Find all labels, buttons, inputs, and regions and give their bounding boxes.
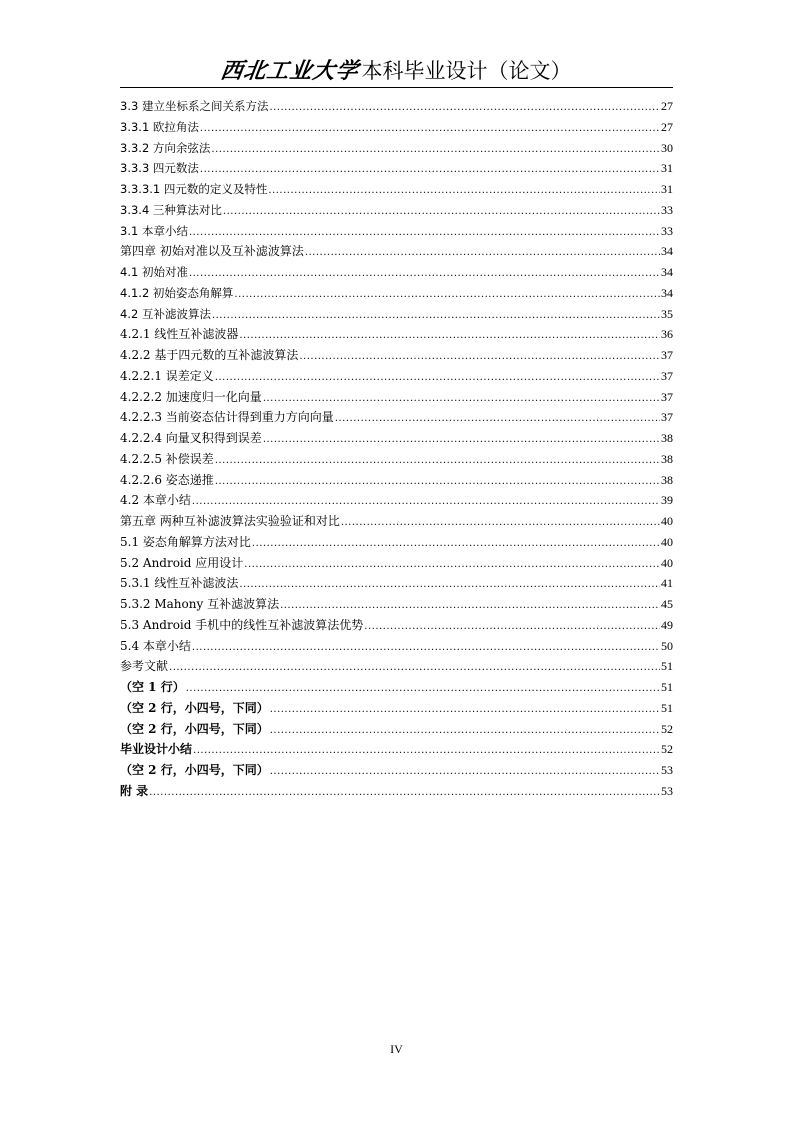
toc-entry[interactable] <box>120 781 673 802</box>
toc-entry[interactable] <box>120 698 673 719</box>
dot-leader <box>169 658 660 677</box>
toc-entry[interactable] <box>120 304 673 325</box>
toc-entry[interactable] <box>120 241 673 262</box>
toc-entry[interactable] <box>120 345 673 366</box>
toc-entry-page: 51 <box>661 680 673 694</box>
toc-entry-page: 34 <box>661 285 673 300</box>
toc-entry[interactable] <box>120 553 673 574</box>
dot-leader <box>239 575 660 594</box>
dot-leader <box>239 326 660 345</box>
toc-entry-label: 毕业设计小结 <box>120 742 193 757</box>
toc-entry-page: 52 <box>661 721 673 736</box>
dot-leader <box>244 555 660 574</box>
dot-leader <box>335 409 660 428</box>
toc-entry[interactable] <box>120 615 673 636</box>
dot-leader <box>215 451 660 470</box>
toc-entry-page: 38 <box>661 451 673 466</box>
toc-entry[interactable] <box>120 407 673 428</box>
toc-entry[interactable] <box>120 532 673 553</box>
toc-entry-page: 41 <box>661 576 673 591</box>
dot-leader <box>270 700 660 719</box>
toc-entry-label: 3.3.2 方向余弦法 <box>120 140 211 155</box>
toc-entry-label: 3.3.1 欧拉角法 <box>120 119 199 134</box>
dot-leader <box>215 368 660 387</box>
toc-entry-label: 4.2.2.6 姿态递推 <box>120 472 214 487</box>
toc-entry[interactable] <box>120 760 673 781</box>
toc-entry-label: 第五章 两种互补滤波算法实验验证和对比 <box>120 514 340 528</box>
dot-leader <box>263 389 660 408</box>
toc-entry-page: 40 <box>661 534 673 549</box>
toc-entry-label: 4.2 本章小结 <box>120 493 191 508</box>
toc-entry[interactable] <box>120 449 673 470</box>
toc-entry-page: 38 <box>661 472 673 487</box>
dot-leader <box>200 119 660 138</box>
toc-entry-page: 33 <box>661 223 673 238</box>
toc-entry-page: 50 <box>661 638 673 653</box>
page-number: IV <box>390 1042 403 1056</box>
dot-leader <box>270 762 660 781</box>
toc-entry-label: 4.2.2 基于四元数的互补滤波算法 <box>120 348 299 362</box>
toc-entry[interactable] <box>120 719 673 740</box>
toc-entry[interactable] <box>120 511 673 532</box>
dot-leader <box>200 160 660 179</box>
toc-entry[interactable] <box>120 739 673 760</box>
toc-entry-label: （空 2 行，小四号，下同） <box>120 700 269 715</box>
toc-entry[interactable] <box>120 636 673 657</box>
university-logo-text: 西北工业大学 <box>219 58 362 84</box>
toc-entry-page: 40 <box>661 555 673 570</box>
dot-leader <box>223 202 660 221</box>
toc-entry-label: 第四章 初始对准以及互补滤波算法 <box>120 244 304 259</box>
dot-leader <box>149 783 660 802</box>
dot-leader <box>341 513 660 532</box>
toc-entry-label: 3.3 建立坐标系之间关系方法 <box>120 99 269 113</box>
dot-leader <box>252 534 660 553</box>
toc-entry-label: 3.3.3.1 四元数的定义及特性 <box>120 182 268 196</box>
page-header <box>120 54 673 88</box>
toc-entry-label: 4.1.2 初始姿态角解算 <box>120 285 234 300</box>
toc-entry[interactable] <box>120 200 673 221</box>
dot-leader <box>192 638 660 657</box>
toc-entry-page: 30 <box>661 140 673 155</box>
dot-leader <box>299 347 660 366</box>
toc-entry[interactable] <box>120 283 673 304</box>
dot-leader <box>268 181 660 200</box>
toc-entry[interactable] <box>120 158 673 179</box>
dot-leader <box>193 741 660 760</box>
toc-entry-label: 4.2 互补滤波算法 <box>120 306 211 321</box>
toc-entry[interactable] <box>120 366 673 387</box>
toc-entry[interactable] <box>120 490 673 511</box>
dot-leader <box>269 98 660 117</box>
dot-leader <box>215 472 660 491</box>
header-title: 本科毕业设计（论文） <box>361 59 572 83</box>
toc-entry-page: 49 <box>661 617 673 632</box>
toc-entry-page: 38 <box>661 431 673 445</box>
dot-leader <box>263 430 660 449</box>
toc-entry-page: 31 <box>661 182 673 196</box>
dot-leader <box>211 140 660 159</box>
toc-entry-label: 4.2.2.4 向量叉积得到误差 <box>120 431 262 445</box>
toc-entry-label: 5.4 本章小结 <box>120 638 191 653</box>
toc-entry-page: 37 <box>661 410 673 425</box>
toc-entry-label: （空 1 行） <box>120 680 185 694</box>
toc-entry[interactable] <box>120 262 673 283</box>
toc-entry-label: 4.1 初始对准 <box>120 265 188 279</box>
toc-entry-page: 34 <box>661 244 673 259</box>
dot-leader <box>186 679 660 698</box>
toc-entry-label: 4.2.1 线性互补滤波器 <box>120 327 239 342</box>
toc-entry-label: 3.1 本章小结 <box>120 223 188 238</box>
dot-leader <box>270 721 660 740</box>
toc-entry-page: 53 <box>661 763 673 777</box>
toc-entry-page: 37 <box>661 348 673 362</box>
toc-entry-label: 4.2.2.1 误差定义 <box>120 368 214 383</box>
toc-entry[interactable] <box>120 179 673 200</box>
toc-entry-page: 36 <box>661 327 673 342</box>
toc-entry[interactable] <box>120 470 673 491</box>
toc-entry-label: 参考文献 <box>120 659 169 674</box>
toc-entry-page: 51 <box>661 700 673 715</box>
toc-entry-label: 附 录 <box>120 783 149 798</box>
toc-entry-page: 53 <box>661 783 673 798</box>
toc-entry[interactable] <box>120 387 673 408</box>
table-of-contents <box>120 96 673 802</box>
toc-entry-page: 51 <box>661 659 673 674</box>
toc-entry-label: 4.2.2.3 当前姿态估计得到重力方向向量 <box>120 410 334 425</box>
toc-entry-page: 37 <box>661 368 673 383</box>
toc-entry-page: 34 <box>661 265 673 279</box>
toc-entry-page: 27 <box>661 119 673 134</box>
dot-leader <box>189 223 660 242</box>
toc-entry[interactable] <box>120 221 673 242</box>
dot-leader <box>192 492 660 511</box>
toc-entry-page: 31 <box>661 161 673 176</box>
toc-entry-page: 39 <box>661 493 673 508</box>
toc-entry-label: 3.3.4 三种算法对比 <box>120 202 222 217</box>
toc-entry[interactable] <box>120 324 673 345</box>
toc-entry-label: 5.3.2 Mahony 互补滤波算法 <box>120 597 280 611</box>
toc-entry[interactable] <box>120 677 673 698</box>
dot-leader <box>234 285 660 304</box>
toc-entry-label: 4.2.2.2 加速度归一化向量 <box>120 389 262 404</box>
toc-entry-page: 52 <box>661 742 673 757</box>
toc-entry-label: 4.2.2.5 补偿误差 <box>120 451 214 466</box>
dot-leader <box>364 617 660 636</box>
toc-entry-page: 33 <box>661 202 673 217</box>
toc-entry[interactable] <box>120 428 673 449</box>
toc-entry[interactable] <box>120 656 673 677</box>
toc-entry-label: 5.3 Android 手机中的线性互补滤波算法优势 <box>120 617 364 632</box>
dot-leader <box>280 596 660 615</box>
toc-entry-label: （空 2 行，小四号，下同） <box>120 721 269 736</box>
toc-entry-page: 35 <box>661 306 673 321</box>
toc-entry-page: 45 <box>661 597 673 611</box>
toc-entry-label: 5.3.1 线性互补滤波法 <box>120 576 239 591</box>
toc-entry-label: 3.3.3 四元数法 <box>120 161 199 176</box>
toc-entry[interactable] <box>120 573 673 594</box>
dot-leader <box>212 306 660 325</box>
toc-entry-page: 37 <box>661 389 673 404</box>
toc-entry-page: 40 <box>661 514 673 528</box>
toc-entry-label: 5.1 姿态角解算方法对比 <box>120 534 251 549</box>
dot-leader <box>305 243 660 262</box>
toc-entry[interactable] <box>120 117 673 138</box>
toc-entry-label: 5.2 Android 应用设计 <box>120 555 244 570</box>
toc-entry[interactable] <box>120 96 673 117</box>
toc-entry[interactable] <box>120 138 673 159</box>
toc-entry-label: （空 2 行，小四号，下同） <box>120 763 269 777</box>
toc-entry-page: 27 <box>661 99 673 113</box>
dot-leader <box>189 264 660 283</box>
toc-entry[interactable] <box>120 594 673 615</box>
